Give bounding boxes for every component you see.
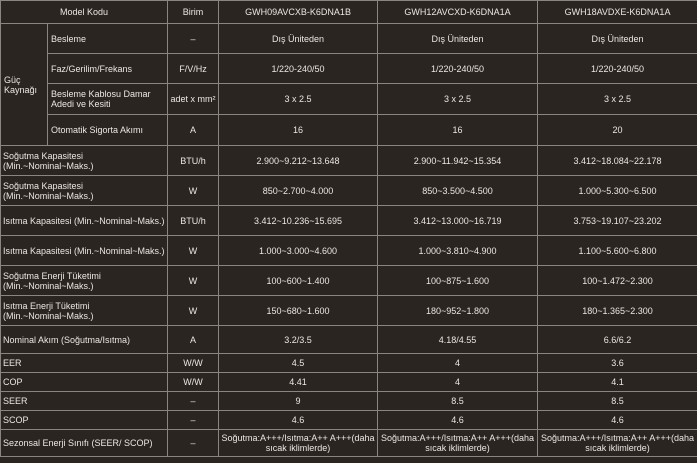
row-unit: BTU/h	[168, 206, 219, 236]
cell-value: 1.000~5.300~6.500	[538, 176, 697, 206]
row-label: Otomatik Sigorta Akımı	[48, 115, 168, 146]
cell-value: 4.1	[538, 373, 697, 392]
row-unit: A	[168, 326, 219, 354]
cell-value: 180~952~1.800	[378, 296, 538, 326]
row-unit: –	[168, 24, 219, 54]
row-label: COP	[1, 373, 168, 392]
cell-value: 1.000~3.810~4.900	[378, 236, 538, 266]
row-unit: W/W	[168, 354, 219, 373]
row-label: Faz/Gerilim/Frekans	[48, 54, 168, 84]
cell-value: 4.6	[219, 411, 378, 430]
cell-value: 3 x 2.5	[219, 84, 378, 115]
cell-value: Dış Üniteden	[538, 24, 697, 54]
cell-value: 4.18/4.55	[378, 326, 538, 354]
cell-value: 150~680~1.600	[219, 296, 378, 326]
row-label: EER	[1, 354, 168, 373]
table-row	[1, 176, 697, 206]
row-label: Nominal Akım (Soğutma/Isıtma)	[1, 326, 168, 354]
cell-value: 1.000~3.000~4.600	[219, 236, 378, 266]
header-unit-label: Birim	[168, 1, 219, 24]
row-label: Sezonsal Enerji Sınıfı (SEER/ SCOP)	[1, 430, 168, 457]
cell-value: 4.6	[538, 411, 697, 430]
cell-value: 3.412~10.236~15.695	[219, 206, 378, 236]
cell-value: 850~2.700~4.000	[219, 176, 378, 206]
row-label: Isıtma Enerji Tüketimi (Min.~Nominal~Maks.)	[1, 296, 168, 326]
cell-value: 3 x 2.5	[378, 84, 538, 115]
row-unit: –	[168, 411, 219, 430]
cell-value: 2.900~11.942~15.354	[378, 146, 538, 176]
row-label: Isıtma Kapasitesi (Min.~Nominal~Maks.)	[1, 236, 168, 266]
table-row	[1, 206, 697, 236]
cell-value: 2.900~9.212~13.648	[219, 146, 378, 176]
table-row	[1, 24, 697, 54]
cell-value: 4.5	[219, 354, 378, 373]
header-row	[1, 1, 697, 24]
row-unit: BTU/h	[168, 146, 219, 176]
cell-value: 850~3.500~4.500	[378, 176, 538, 206]
cell-value: 100~875~1.600	[378, 266, 538, 296]
table-row	[1, 84, 697, 115]
row-unit: A	[168, 115, 219, 146]
cell-value: 16	[378, 115, 538, 146]
row-label: Soğutma Kapasitesi (Min.~Nominal~Maks.)	[1, 146, 168, 176]
row-unit: –	[168, 430, 219, 457]
row-label: Soğutma Enerji Tüketimi (Min.~Nominal~Maks.)	[1, 266, 168, 296]
table-row	[1, 411, 697, 430]
cell-value: 3.2/3.5	[219, 326, 378, 354]
row-unit: W	[168, 266, 219, 296]
cell-value: 20	[538, 115, 697, 146]
cell-value: Dış Üniteden	[219, 24, 378, 54]
cell-value: 3.412~18.084~22.178	[538, 146, 697, 176]
cell-value: 4	[378, 354, 538, 373]
cell-value: 6.6/6.2	[538, 326, 697, 354]
cell-value: 100~1.472~2.300	[538, 266, 697, 296]
row-unit: W	[168, 236, 219, 266]
row-label: Isıtma Kapasitesi (Min.~Nominal~Maks.)	[1, 206, 168, 236]
cell-value: 1/220-240/50	[378, 54, 538, 84]
cell-value: 3.6	[538, 354, 697, 373]
table-row	[1, 354, 697, 373]
cell-value: 4.6	[378, 411, 538, 430]
header-model-1: GWH09AVCXB-K6DNA1B	[219, 1, 378, 24]
cell-value: 180~1.365~2.300	[538, 296, 697, 326]
row-group-label: Güç Kaynağı	[1, 24, 48, 146]
table-row	[1, 373, 697, 392]
cell-value: Soğutma:A+++/Isıtma:A++ A+++(daha sıcak iklimlerde)	[538, 430, 697, 457]
cell-value: 8.5	[538, 392, 697, 411]
cell-value: 1/220-240/50	[219, 54, 378, 84]
cell-value: 3.753~19.107~23.202	[538, 206, 697, 236]
table-row	[1, 146, 697, 176]
header-model-2: GWH12AVCXD-K6DNA1A	[378, 1, 538, 24]
table-row	[1, 326, 697, 354]
row-label: Soğutma Kapasitesi (Min.~Nominal~Maks.)	[1, 176, 168, 206]
cell-value: 3.412~13.000~16.719	[378, 206, 538, 236]
header-model-3: GWH18AVDXE-K6DNA1A	[538, 1, 697, 24]
cell-value: 9	[219, 392, 378, 411]
row-unit: W/W	[168, 373, 219, 392]
cell-value: 100~600~1.400	[219, 266, 378, 296]
table-row	[1, 115, 697, 146]
cell-value: 3 x 2.5	[538, 84, 697, 115]
row-label: SEER	[1, 392, 168, 411]
cell-value: 1.100~5.600~6.800	[538, 236, 697, 266]
cell-value: 8.5	[378, 392, 538, 411]
cell-value: Dış Üniteden	[378, 24, 538, 54]
table-row	[1, 296, 697, 326]
cell-value: 4	[378, 373, 538, 392]
row-label: Besleme	[48, 24, 168, 54]
row-unit: adet x mm²	[168, 84, 219, 115]
row-unit: W	[168, 176, 219, 206]
cell-value: 16	[219, 115, 378, 146]
row-unit: W	[168, 296, 219, 326]
table-row	[1, 392, 697, 411]
row-unit: –	[168, 392, 219, 411]
cell-value: 1/220-240/50	[538, 54, 697, 84]
table-row	[1, 266, 697, 296]
table-row	[1, 236, 697, 266]
table-row	[1, 54, 697, 84]
cell-value: Soğutma:A+++/Isıtma:A++ A+++(daha sıcak iklimlerde)	[378, 430, 538, 457]
row-unit: F/V/Hz	[168, 54, 219, 84]
cell-value: 4.41	[219, 373, 378, 392]
row-label: Besleme Kablosu Damar Adedi ve Kesiti	[48, 84, 168, 115]
row-label: SCOP	[1, 411, 168, 430]
cell-value: Soğutma:A+++/Isıtma:A++ A+++(daha sıcak iklimlerde)	[219, 430, 378, 457]
header-model-label: Model Kodu	[1, 1, 168, 24]
table-row	[1, 430, 697, 457]
